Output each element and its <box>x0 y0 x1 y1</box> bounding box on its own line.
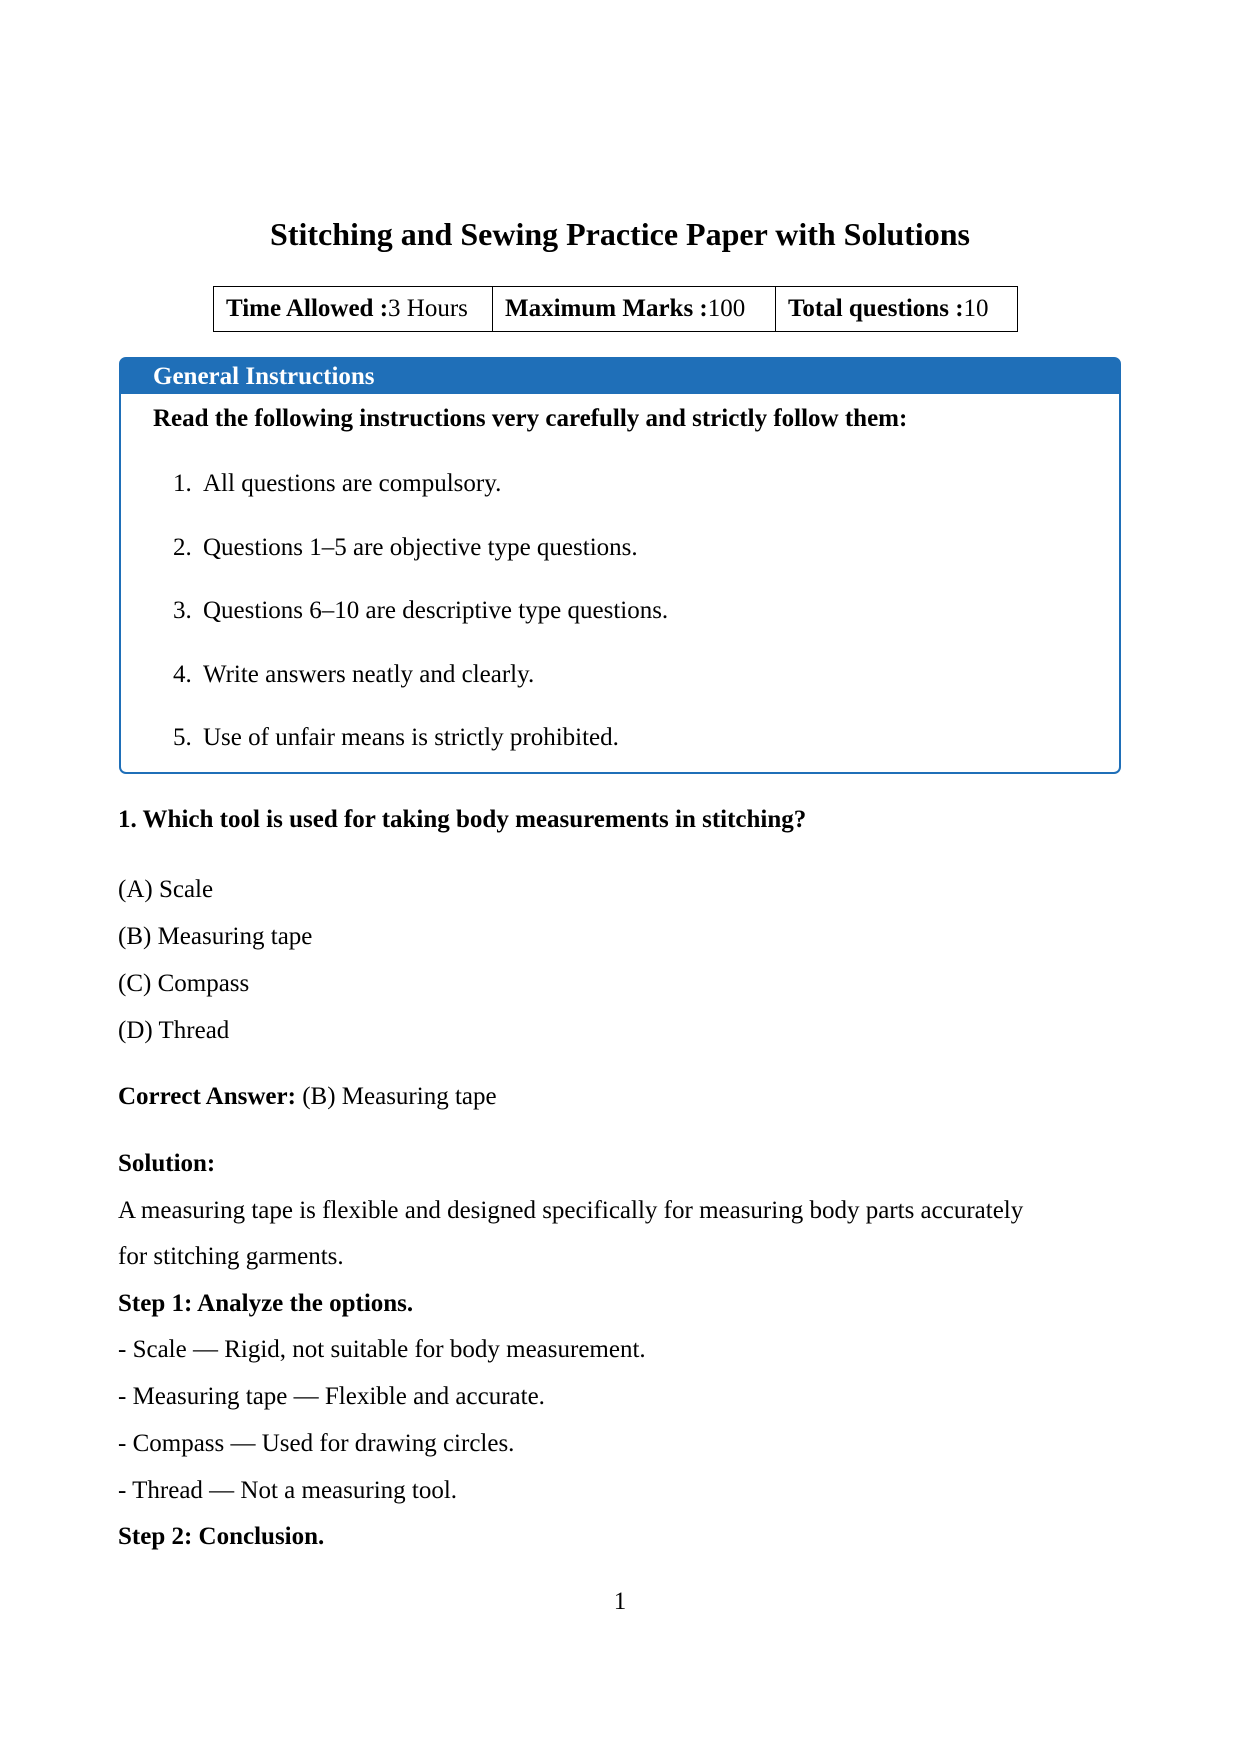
correct-answer-label: Correct Answer: <box>118 1083 296 1110</box>
instruction-number: 2. <box>173 533 192 561</box>
option-c: (C) Compass <box>118 970 250 997</box>
maximum-marks-label: Maximum Marks : <box>505 295 708 322</box>
exam-meta-table <box>213 286 1018 332</box>
total-questions-label: Total questions : <box>788 295 964 322</box>
instruction-number: 4. <box>173 660 192 688</box>
instruction-item <box>173 660 668 724</box>
instruction-item <box>173 533 668 597</box>
time-allowed-value: 3 Hours <box>388 295 468 322</box>
solution-label: Solution: <box>118 1150 216 1177</box>
options-list <box>118 875 312 1063</box>
time-allowed-cell <box>214 287 493 332</box>
solution-step-heading: Step 1: Analyze the options. <box>118 1290 414 1317</box>
question-text: 1. Which tool is used for taking body measurements in stitching? <box>118 806 807 833</box>
instruction-text: Write answers neatly and clearly. <box>203 660 535 688</box>
total-questions-cell <box>776 287 1018 332</box>
solution-line: - Measuring tape — Flexible and accurate. <box>118 1383 545 1410</box>
maximum-marks-value: 100 <box>707 295 746 322</box>
solution-line: A measuring tape is flexible and designed specifically for measuring body parts accurately <box>118 1197 1024 1224</box>
correct-answer <box>118 1083 497 1111</box>
instruction-item <box>173 723 668 787</box>
maximum-marks-cell <box>493 287 776 332</box>
solution-line: - Compass — Used for drawing circles. <box>118 1430 515 1457</box>
option-b: (B) Measuring tape <box>118 923 313 950</box>
page-number: 1 <box>613 1588 627 1615</box>
instruction-text: All questions are compulsory. <box>203 470 502 497</box>
correct-answer-value: (B) Measuring tape <box>302 1083 497 1110</box>
instruction-number: 5. <box>173 724 192 751</box>
solution-line: - Scale — Rigid, not suitable for body measurement. <box>118 1336 646 1363</box>
total-questions-value: 10 <box>963 295 989 322</box>
instruction-item <box>173 469 668 533</box>
instruction-number: 1. <box>173 470 192 497</box>
instruction-text: Questions 1–5 are objective type questions. <box>203 533 638 561</box>
option-a: (A) Scale <box>118 876 214 903</box>
solution-step-heading: Step 2: Conclusion. <box>118 1523 325 1550</box>
solution-line: - Thread — Not a measuring tool. <box>118 1477 458 1504</box>
instructions-lead: Read the following instructions very carefully and strictly follow them: <box>153 405 908 432</box>
general-instructions-header: General Instructions <box>121 359 1119 394</box>
time-allowed-label: Time Allowed : <box>226 295 389 322</box>
instruction-text: Use of unfair means is strictly prohibited. <box>203 724 619 751</box>
solution-line: for stitching garments. <box>118 1243 344 1270</box>
option-d: (D) Thread <box>118 1017 230 1044</box>
instruction-text: Questions 6–10 are descriptive type questions. <box>203 597 669 624</box>
instructions-list <box>173 469 668 787</box>
general-instructions-box <box>119 357 1121 774</box>
instruction-item <box>173 596 668 660</box>
instruction-number: 3. <box>173 597 192 624</box>
page-title: Stitching and Sewing Practice Paper with Solutions <box>270 216 970 252</box>
